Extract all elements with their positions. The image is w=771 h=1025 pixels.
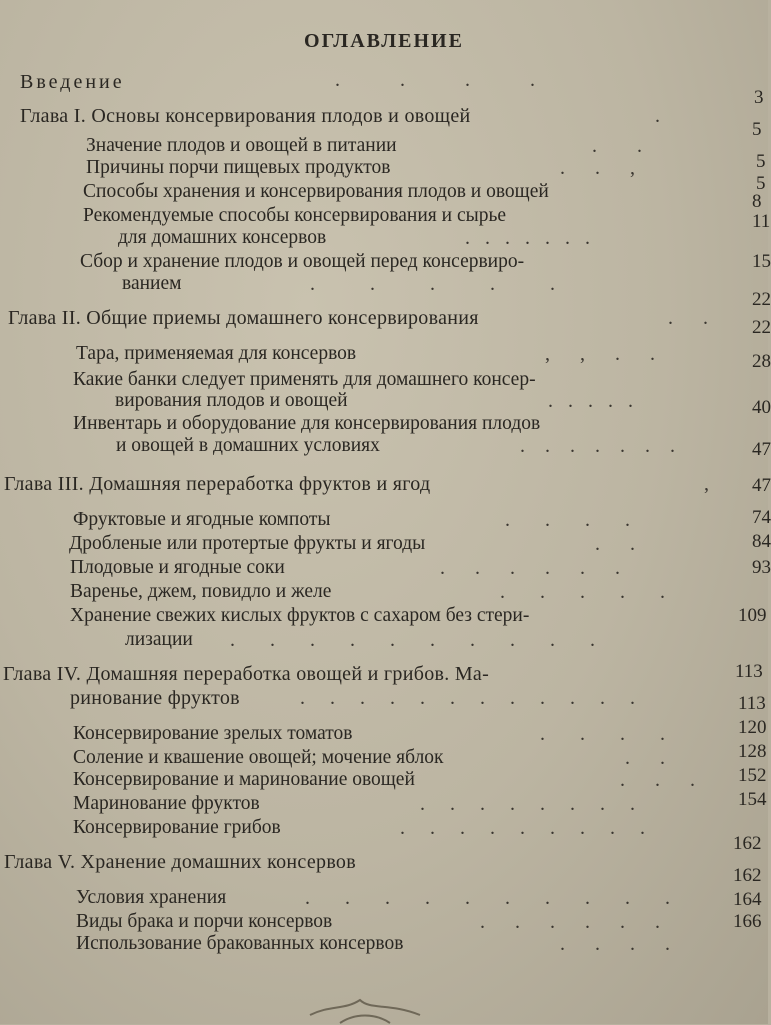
leader-dots: . . . . [335, 69, 535, 91]
leader-dots: . . . . . . . . . . [230, 629, 595, 651]
chapter-4-title-line-2: ринование фруктов [70, 687, 240, 709]
chapter-4-page: 113 [735, 661, 763, 682]
section-3-5-line-1: Хранение свежих кислых фруктов с сахаром без стери- [70, 605, 530, 626]
section-3-5-line-2: лизации [125, 629, 193, 650]
leader-dots: , , . . [545, 343, 655, 365]
section-4-4-page: 152 [738, 765, 767, 786]
chapter-1-title: Глава I. Основы консервирования плодов и овощей [20, 105, 471, 127]
section-3-2: Дробленые или протертые фрукты и ягоды [69, 533, 426, 554]
leader-dots: . . . . . [548, 390, 633, 412]
section-5-3: Использование бракованных консервов [76, 933, 404, 954]
section-3-3-page: 84 [752, 531, 771, 552]
leader-dots: , [704, 473, 709, 495]
section-3-1: Фруктовые и ягодные компоты [73, 509, 331, 530]
leader-dots: . . . . . . . . [420, 793, 635, 815]
toc-heading: ОГЛАВЛЕНИЕ [304, 30, 464, 52]
section-1-4-line-2: для домашних консервов [118, 227, 327, 248]
section-3-1-page: 47 [752, 475, 771, 496]
leader-dots: . . . . . . . . . . [305, 887, 670, 909]
leader-dots: . . , [560, 157, 635, 179]
section-5-2: Виды брака и порчи консервов [76, 911, 333, 932]
chapter-5-title: Глава V. Хранение домашних консервов [4, 851, 356, 873]
section-1-4-line-1: Рекомендуемые способы консервирования и сырье [83, 205, 507, 226]
leader-dots: . . . . [540, 723, 665, 745]
section-5-1-page: 162 [733, 865, 762, 886]
leader-dots: . . . . . . . [465, 227, 590, 249]
leader-dots: . . [592, 135, 642, 157]
section-1-5-page: 15 [752, 251, 771, 272]
leader-dots: . . . . [560, 933, 670, 955]
section-4-3-page: 128 [738, 741, 767, 762]
leader-dots: . . . . . [310, 273, 555, 295]
section-4-2-page: 120 [738, 717, 767, 738]
section-1-1: Значение плодов и овощей в питании [86, 135, 397, 156]
leader-dots: . . [625, 747, 665, 769]
leader-dots: . . [668, 307, 708, 329]
chapter-5-page: 162 [733, 833, 762, 854]
section-2-2-line-1: Какие банки следует применять для домашнего консер- [73, 369, 536, 390]
section-4-3: Консервирование и маринование овощей [73, 769, 415, 790]
section-3-2-page: 74 [752, 507, 771, 528]
chapter-2-title: Глава II. Общие приемы домашнего консервирования [8, 307, 479, 329]
leader-dots: . . . . . . . [520, 435, 675, 457]
section-3-5-page: 109 [738, 605, 767, 626]
section-4-1-page: 113 [738, 693, 766, 714]
leader-dots: . . . . . [500, 581, 665, 603]
section-2-3-page: 40 [752, 397, 771, 418]
chapter-3-page: 47 [752, 439, 771, 460]
intro-page: 3 [754, 87, 764, 108]
chapter-3-title: Глава III. Домашняя переработка фруктов и ягод [4, 473, 431, 495]
section-1-5-line-1: Сбор и хранение плодов и овощей перед консервиро- [80, 251, 525, 272]
section-2-3-line-1: Инвентарь и оборудование для консервирования плодов [73, 413, 541, 434]
section-2-2-page: 28 [752, 351, 771, 372]
section-4-4: Маринование фруктов [73, 793, 260, 814]
section-2-3-line-2: и овощей в домашних условиях [116, 435, 380, 456]
section-1-5-line-2: ванием [122, 273, 182, 294]
section-3-3: Плодовые и ягодные соки [70, 557, 285, 578]
section-1-2: Причины порчи пищевых продуктов [86, 157, 391, 178]
section-4-5-page: 154 [738, 789, 767, 810]
section-2-2-line-2: вирования плодов и овощей [115, 390, 348, 411]
leader-dots: . . . . . . [480, 911, 660, 933]
leader-dots: . . . [620, 769, 695, 791]
section-5-1: Условия хранения [76, 887, 227, 908]
section-1-4-page: 11 [752, 211, 771, 232]
leader-dots: . . [595, 533, 635, 555]
section-4-2: Соление и квашение овощей; мочение яблок [73, 747, 444, 768]
leader-dots: . . . . [505, 509, 630, 531]
section-4-5: Консервирование грибов [73, 817, 281, 838]
leader-dots: . . . . . . . . . . . . [300, 687, 635, 709]
leader-dots: . [655, 105, 660, 127]
section-3-4: Варенье, джем, повидло и желе [70, 581, 332, 602]
section-3-4-page: 93 [752, 557, 771, 578]
leader-dots: . . . . . . . . . [400, 817, 645, 839]
chapter-2-page: 22 [752, 289, 771, 310]
chapter-1-page: 5 [752, 119, 762, 140]
section-1-1-page: 5 [756, 151, 766, 172]
section-1-2-page: 5 [756, 173, 766, 194]
chapter-4-title-line-1: Глава IV. Домашняя переработка овощей и грибов. Ма- [3, 663, 490, 685]
section-5-3-page: 166 [733, 911, 762, 932]
leader-dots: . . . . . . [440, 557, 620, 579]
section-1-3: Способы хранения и консервирования плодов и овощей [83, 181, 549, 202]
section-2-1-page: 22 [752, 317, 771, 338]
section-1-3-page: 8 [752, 191, 762, 212]
intro-label: Введение [20, 71, 125, 93]
section-5-2-page: 164 [733, 889, 762, 910]
section-2-1: Тара, применяемая для консервов [76, 343, 357, 364]
ornament-decoration [300, 985, 430, 1025]
section-4-1: Консервирование зрелых томатов [73, 723, 353, 744]
